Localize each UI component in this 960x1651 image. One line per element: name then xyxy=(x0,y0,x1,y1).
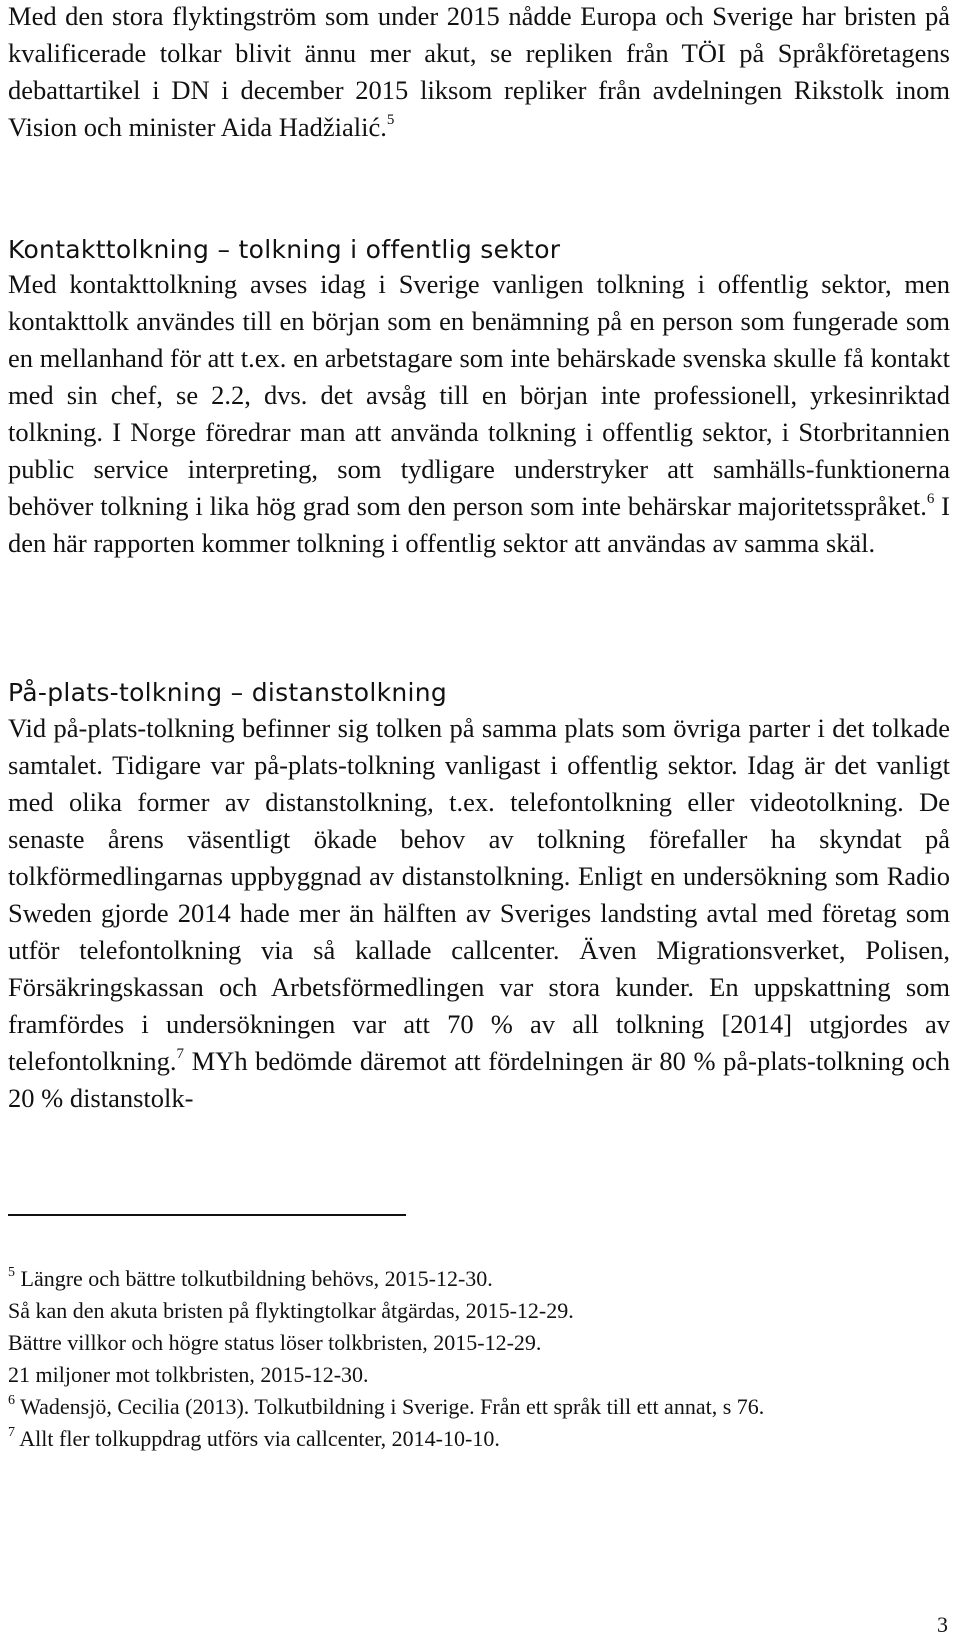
footnote-7-text: Allt fler tolkuppdrag utförs via callcenter, 2014-10-10. xyxy=(19,1426,500,1451)
footnote-7 xyxy=(8,1423,928,1455)
footnote-5-line-2: Så kan den akuta bristen på flyktingtolkar åtgärdas, 2015-12-29. xyxy=(8,1298,574,1323)
kontakttolkning-paragraph xyxy=(8,266,950,562)
footnote-ref-7[interactable]: 7 xyxy=(176,1046,185,1063)
footnote-5-line-3: Bättre villkor och högre status löser tolkbristen, 2015-12-29. xyxy=(8,1330,542,1355)
page-number: 3 xyxy=(937,1612,948,1637)
kontakttolkning-text: Med kontakttolkning avses idag i Sverige vanligen tolkning i offentlig sektor, men kontakttolk användes till en början som en benämning på en person som fungerade som en mellanhand för att t.ex. en arbetstagare som inte behärskade svenska skulle få kontakt med sin chef, se 2.2, dvs. det avsåg till en början inte professionell, yrkesinriktad tolkning. I Norge föredrar man att använda tolkning i offentlig sektor, i Storbritannien public service interpreting, som tydligare understryker att samhälls-funktionerna behöver tolkning i lika hög grad som den person som inte behärskar majoritetsspråket. xyxy=(8,269,950,521)
footnote-6-text: Wadensjö, Cecilia (2013). Tolkutbildning i Sverige. Från ett språk till ett annat, s 76. xyxy=(20,1394,765,1419)
intro-paragraph xyxy=(8,0,950,146)
footnotes xyxy=(8,1263,928,1455)
footnote-6-number: 6 xyxy=(8,1392,15,1408)
intro-text: Med den stora flyktingström som under 2015 nådde Europa och Sverige har bristen på kvalificerade tolkar blivit ännu mer akut, se repliken från TÖI på Språkföretagens debattartikel i DN i december 2015 liksom repliker från avdelningen Rikstolk inom Vision och minister Aida Hadžialić. xyxy=(8,1,950,142)
footnote-5 xyxy=(8,1263,928,1295)
footnote-6 xyxy=(8,1391,928,1423)
footnote-ref-6[interactable]: 6 xyxy=(926,491,935,508)
pa-plats-paragraph xyxy=(8,710,950,1117)
section-heading-kontakttolkning: Kontakttolkning – tolkning i offentlig sektor xyxy=(8,235,561,264)
footnote-ref-5[interactable]: 5 xyxy=(386,112,395,129)
footnote-5-line-4: 21 miljoner mot tolkbristen, 2015-12-30. xyxy=(8,1362,369,1387)
pa-plats-text-end: MYh bedömde däremot att fördelningen är 80 % på-plats-tolkning och 20 % distanstolk- xyxy=(8,1046,950,1113)
footnote-divider xyxy=(8,1214,406,1216)
kontakttolkning-text-end: I den här rapporten kommer tolkning i offentlig sektor att användas av samma skäl. xyxy=(8,491,950,558)
pa-plats-text: Vid på-plats-tolkning befinner sig tolken på samma plats som övriga parter i det tolkade samtalet. Tidigare var på-plats-tolkning vanligast i offentlig sektor. Idag är det vanligt med olika former av distanstolkning, t.ex. telefontolkning eller videotolkning. De senaste årens väsentligt ökade behov av tolkning förefaller ha skyndat på tolkförmedlingarnas uppbyggnad av distanstolkning. Enligt en undersökning som Radio Sweden gjorde 2014 hade mer än hälften av Sveriges landsting avtal med företag som utför telefontolkning via så kallade callcenter. Även Migrationsverket, Polisen, Försäkringskassan och Arbetsförmedlingen var stora kunder. En uppskattning som framfördes i undersökningen var att 70 % av all tolkning [2014] utgjordes av telefontolkning. xyxy=(8,713,950,1076)
section-heading-pa-plats-tolkning: På-plats-tolkning – distanstolkning xyxy=(8,678,448,707)
footnote-5-line-1: Längre och bättre tolkutbildning behövs, 2015-12-30. xyxy=(20,1266,493,1291)
footnote-7-number: 7 xyxy=(8,1424,15,1440)
footnote-5-number: 5 xyxy=(8,1264,15,1280)
